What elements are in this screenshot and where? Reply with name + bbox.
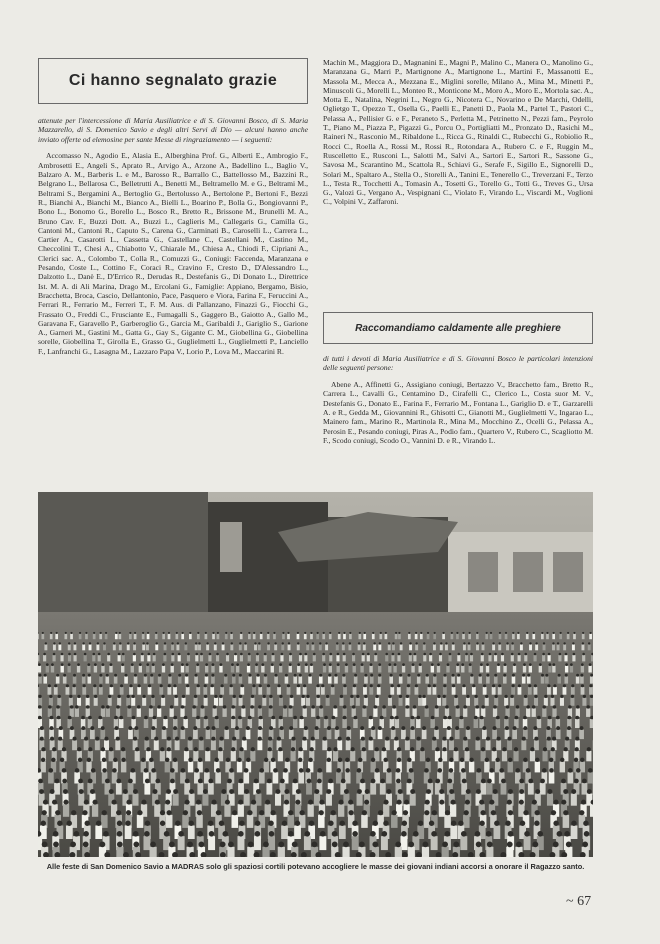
recommend-intro: di tutti i devoti di Maria Ausiliatrice e di S. Giovanni Bosco le particolari intenzioni delle seguenti persone:	[323, 354, 593, 373]
thanks-list-left	[38, 151, 308, 441]
crowd-photo	[38, 492, 593, 857]
section-title-box	[38, 58, 308, 104]
left-column	[38, 58, 308, 441]
thanks-list-right	[323, 58, 593, 300]
recommend-title-box	[323, 312, 593, 344]
right-column	[323, 58, 593, 484]
recommend-list	[323, 380, 593, 484]
crowd-photo-image	[38, 492, 593, 857]
photo-caption: Alle feste di San Domenico Savio a MADRAS solo gli spaziosi cortili potevano accogliere le masse dei giovani indiani accorsi a onorare il Ragazzo santo.	[46, 862, 585, 871]
section-title: Ci hanno segnalato grazie	[68, 72, 278, 89]
thanks-list-left-text: Accomasso N., Agodio E., Alasia E., Alberghina Prof. G., Alberti E., Ambrogio F., Ambrosetti E., Angeli S., Aprato R., Arvigo A., Arzone A., Badellino L., Baglio V., Balzaro A. M., Barberis L. e M., Barosso R., Barrallo C., Battellosso M., Bazzini R., Belgrano L., Bellarosa C., Belletrutti A., Benetti M., Beltramello M. e G., Beltrami M., Beltrami S., Bergamini A., Bertoglio G., Bertolusso A., Bertolone P., Bertoni F., Bezzi R., Bianchi A., Bianchi M., Bianco A., Bielli L., Boarino P., Bolla G., Bongiovanni P., Bono L., Bonomo G., Borello L., Bosco R., Bretto R., Brissone M., Brunelli M. A., Bruno Cav. F., Buzzi Dott. A., Buzzi L., Caglieris M., Callegaris G., Camilla G., Cantoni M., Cantoni R., Caputo S., Carena G., Carminati B., Caroselli L., Carrera L., Cartier A., Casarotti L., Cassetta G., Castellane C., Castellani M., Castino M., Checcolini T., Chesi A., Chiabotto V., Chiarale M., Chiesa A., Chiodi F., Cipriani A., Clerici sac. A., Colombo T., Colla R., Comuzzi G., Coniugi: Faccenda, Maranzana e Pesando, Coste L., Cottino F., Coraci R., Cravino F., Cresto D., D'Alessandro L., Dalzotto L., Danè E., D'Errico R., Derudas R., Destefanis G., Di Donato L., Direttrice Ist. M. A. di Ali Marina, Drago M., Ercolani G., Famiglie: Appiano, Bergamo, Bisio, Bracchetta, Broca, Cascio, Dellantonio, Pace, Pasquero e Viora, Farina F., Feruccini A., Ferrari R., Ferrario M., Ferreri T., F. M. Aus. di Pallanzano, Finazzi G., Fiocchi G., Frassato O., Freddi C., Frusciante E., Fumagalli S., Gaggero B., Gaiotto A., Gallo M., Garavana F., Garavello P., Garberoglio G., Garcia M., Garibaldi J., Gariglio S., Garione A., Garneri M., Gastini M., Gatta G., Gay S., Gigante C. M., Giobellina G., Giobellina sorelle, Giobellina T., Girolla E., Grasso G., Guglielmetti L., Guglielmetti P., Lanciello F., Lanfranchi G., Lasagna M., Lazzaro Papa V., Lorio P., Lova M., Maccarini R.	[38, 151, 308, 356]
thanks-list-right-text: Machin M., Maggiora D., Magnanini E., Magni P., Malino C., Manera O., Manolino G., Maranzana G., Marri P., Martignone A., Martignone L., Martini F., Massanotti E., Massola M., Mecca A., Mezzana E., Miglini sorelle, Milano A., Mina M., Minetti P., Minuscoli G., Morelli L., Monteo R., Monticone M., Moro A., Moro E., Mortola sac. A., Motta E., Natalina, Negrini L., Negro G., Nicotera C., Novarino e De Marchi, Odelli, Oglietgo T., Opezzo T., Osella G., Paelli E., Panetti D., Paola M., Partel T., Pastori C., Pelassa A., Pellisier G. e F., Peraneto S., Perletta M., Petrinetto N., Pezzi fam., Peyrolo T., Piano M., Piazza P., Pigazzi G., Porcu O., Portigliatti M., Pronzato D., Rasichi M., Raineri N., Rasconio M., Ribaldone L., Ricca G., Rinaldi C., Rubecchi G., Robiolio R., Rocci C., Roella A., Rossi M., Rossi R., Rotondara A., Rubero C. e F., Ruggin M., Ruscelletto E., Rusconi L., Salotti M., Salvi A., Sartori E., Sartori R., Sassone G., Savosa M., Scarantino M., Scattola R., Schiavi G., Serafe F., Sigillo E., Signorelli D., Solari M., Spaltaro A., Stella O., Storelli A., Tanini E., Tenerello C., Treverzani F., Terzo L., Testa R., Tocchetti A., Tomasin A., Tosetti G., Torello G., Totti G., Treves G., Ursa G., Valozi G., Vergano A., Vespignani C., Violato F., Virando L., Viscardi M., Voglioni C., Volpini V., Zaffaroni.	[323, 58, 593, 207]
recommend-title: Raccomandiamo caldamente alle preghiere	[355, 322, 561, 334]
page-number: ~ 67	[566, 894, 592, 909]
recommend-list-text: Abene A., Affinetti G., Assigiano coniugi, Bertazzo V., Bracchetto fam., Bretto R., Carrera L., Cavalli G., Centamino D., Cirafelli C., Clerico L., Costa suor M. V., Destefanis G., Donato E., Farina F., Ferrario M., Fontana L., Gariglio D. e T., Garzarelli A. e R., Gedda M., Giovannini R., Ghisotti C., Gianotti M., Guglielmetti V., Ingarao L., Mainero fam., Marino R., Martinola R., Mina M., Mocchino Z., Ocelli G., Pelassa A., Perosin E., Pesando coniugi, Piras A., Podio fam., Quartero V., Rubero C., Scagliotto M. F., Scodo coniugi, Scodo O., Vannini D. e R., Virando L.	[323, 380, 593, 445]
intro-paragraph: attenute per l'intercessione di Maria Ausiliatrice e di S. Giovanni Bosco, di S. Maria Mazzarello, di S. Domenico Savio e degli altri Servi di Dio — alcuni hanno anche inviato offerte od elemosine per sante Messe di ringraziamento — i seguenti:	[38, 116, 308, 144]
